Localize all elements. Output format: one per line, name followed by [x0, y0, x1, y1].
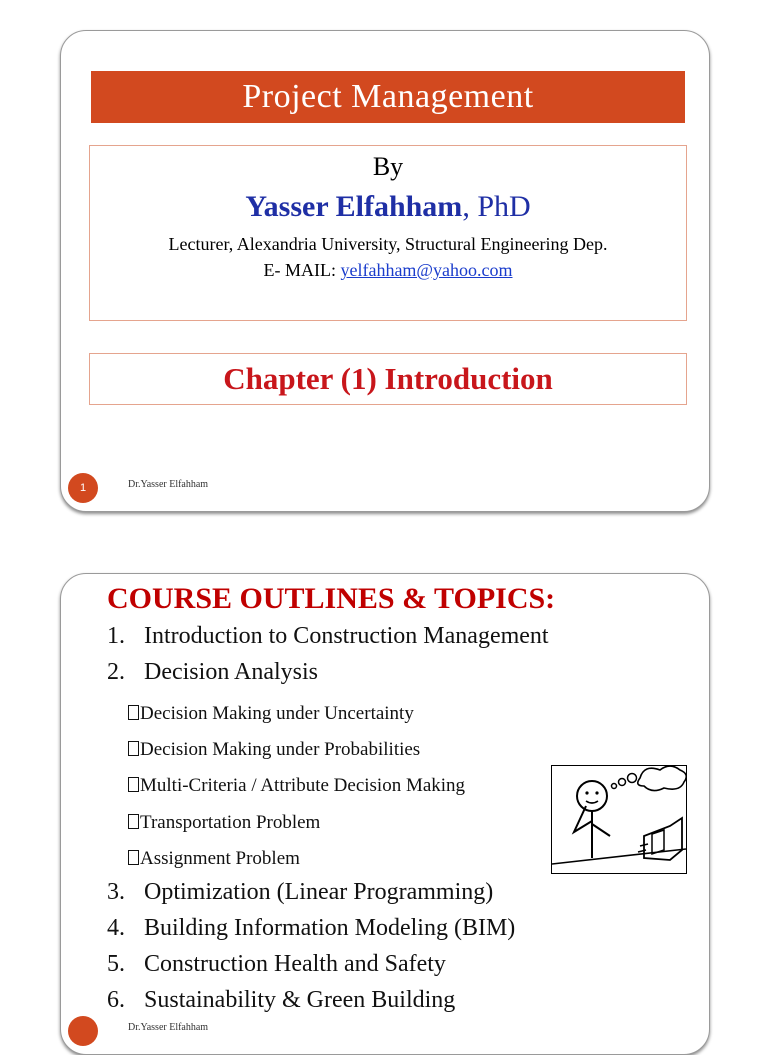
slide-footer: Dr.Yasser Elfahham — [128, 479, 209, 490]
outline-item — [107, 659, 318, 686]
author-degree: , PhD — [462, 190, 531, 223]
title-slide — [60, 30, 710, 512]
item-text: Building Information Modeling (BIM) — [144, 915, 516, 941]
by-label: By — [372, 152, 404, 181]
item-number: 1. — [107, 623, 125, 649]
item-number: 6. — [107, 987, 125, 1013]
sub-item-text: Decision Making under Probabilities — [140, 739, 421, 760]
email-line — [90, 260, 686, 281]
page-number-badge — [68, 1016, 98, 1046]
author-line — [90, 190, 686, 224]
sub-item — [128, 848, 300, 870]
thinking-person-illustration — [551, 765, 687, 874]
lecturer-affiliation: Lecturer, Alexandria University, Structural Engineering Dep. — [168, 234, 608, 254]
email-link[interactable]: yelfahham@yahoo.com — [340, 260, 513, 280]
item-text: Introduction to Construction Management — [144, 623, 549, 649]
slide-footer: Dr.Yasser Elfahham — [128, 1022, 209, 1033]
box-bullet-icon — [128, 777, 139, 792]
box-bullet-icon — [128, 814, 139, 829]
box-bullet-icon — [128, 705, 139, 720]
sub-item — [128, 812, 320, 834]
sub-item — [128, 739, 420, 761]
email-label: E- MAIL: — [263, 260, 341, 280]
item-text: Decision Analysis — [144, 659, 318, 685]
outline-title: COURSE OUTLINES & TOPICS: — [107, 582, 556, 615]
page-number-badge: 1 — [68, 473, 98, 503]
sub-item — [128, 775, 465, 797]
item-number: 5. — [107, 951, 125, 977]
item-text: Sustainability & Green Building — [144, 987, 456, 1013]
author-box — [89, 145, 687, 321]
chapter-title: Chapter (1) Introduction — [89, 353, 687, 405]
item-text: Construction Health and Safety — [144, 951, 446, 977]
item-number: 2. — [107, 659, 125, 685]
outline-slide — [60, 573, 710, 1055]
author-name: Yasser Elfahham — [245, 190, 463, 223]
sub-item-text: Multi-Criteria / Attribute Decision Making — [140, 775, 466, 796]
outline-item — [107, 623, 549, 650]
outline-item — [107, 987, 455, 1014]
outline-item — [107, 915, 515, 942]
box-bullet-icon — [128, 850, 139, 865]
sub-item-text: Assignment Problem — [140, 848, 300, 869]
sub-item-text: Decision Making under Uncertainty — [140, 703, 414, 724]
outline-item — [107, 879, 493, 906]
item-number: 3. — [107, 879, 125, 905]
item-number: 4. — [107, 915, 125, 941]
sub-item-text: Transportation Problem — [140, 812, 321, 833]
sub-item — [128, 703, 414, 725]
box-bullet-icon — [128, 741, 139, 756]
outline-item — [107, 951, 446, 978]
slide-title: Project Management — [91, 71, 685, 123]
item-text: Optimization (Linear Programming) — [144, 879, 494, 905]
